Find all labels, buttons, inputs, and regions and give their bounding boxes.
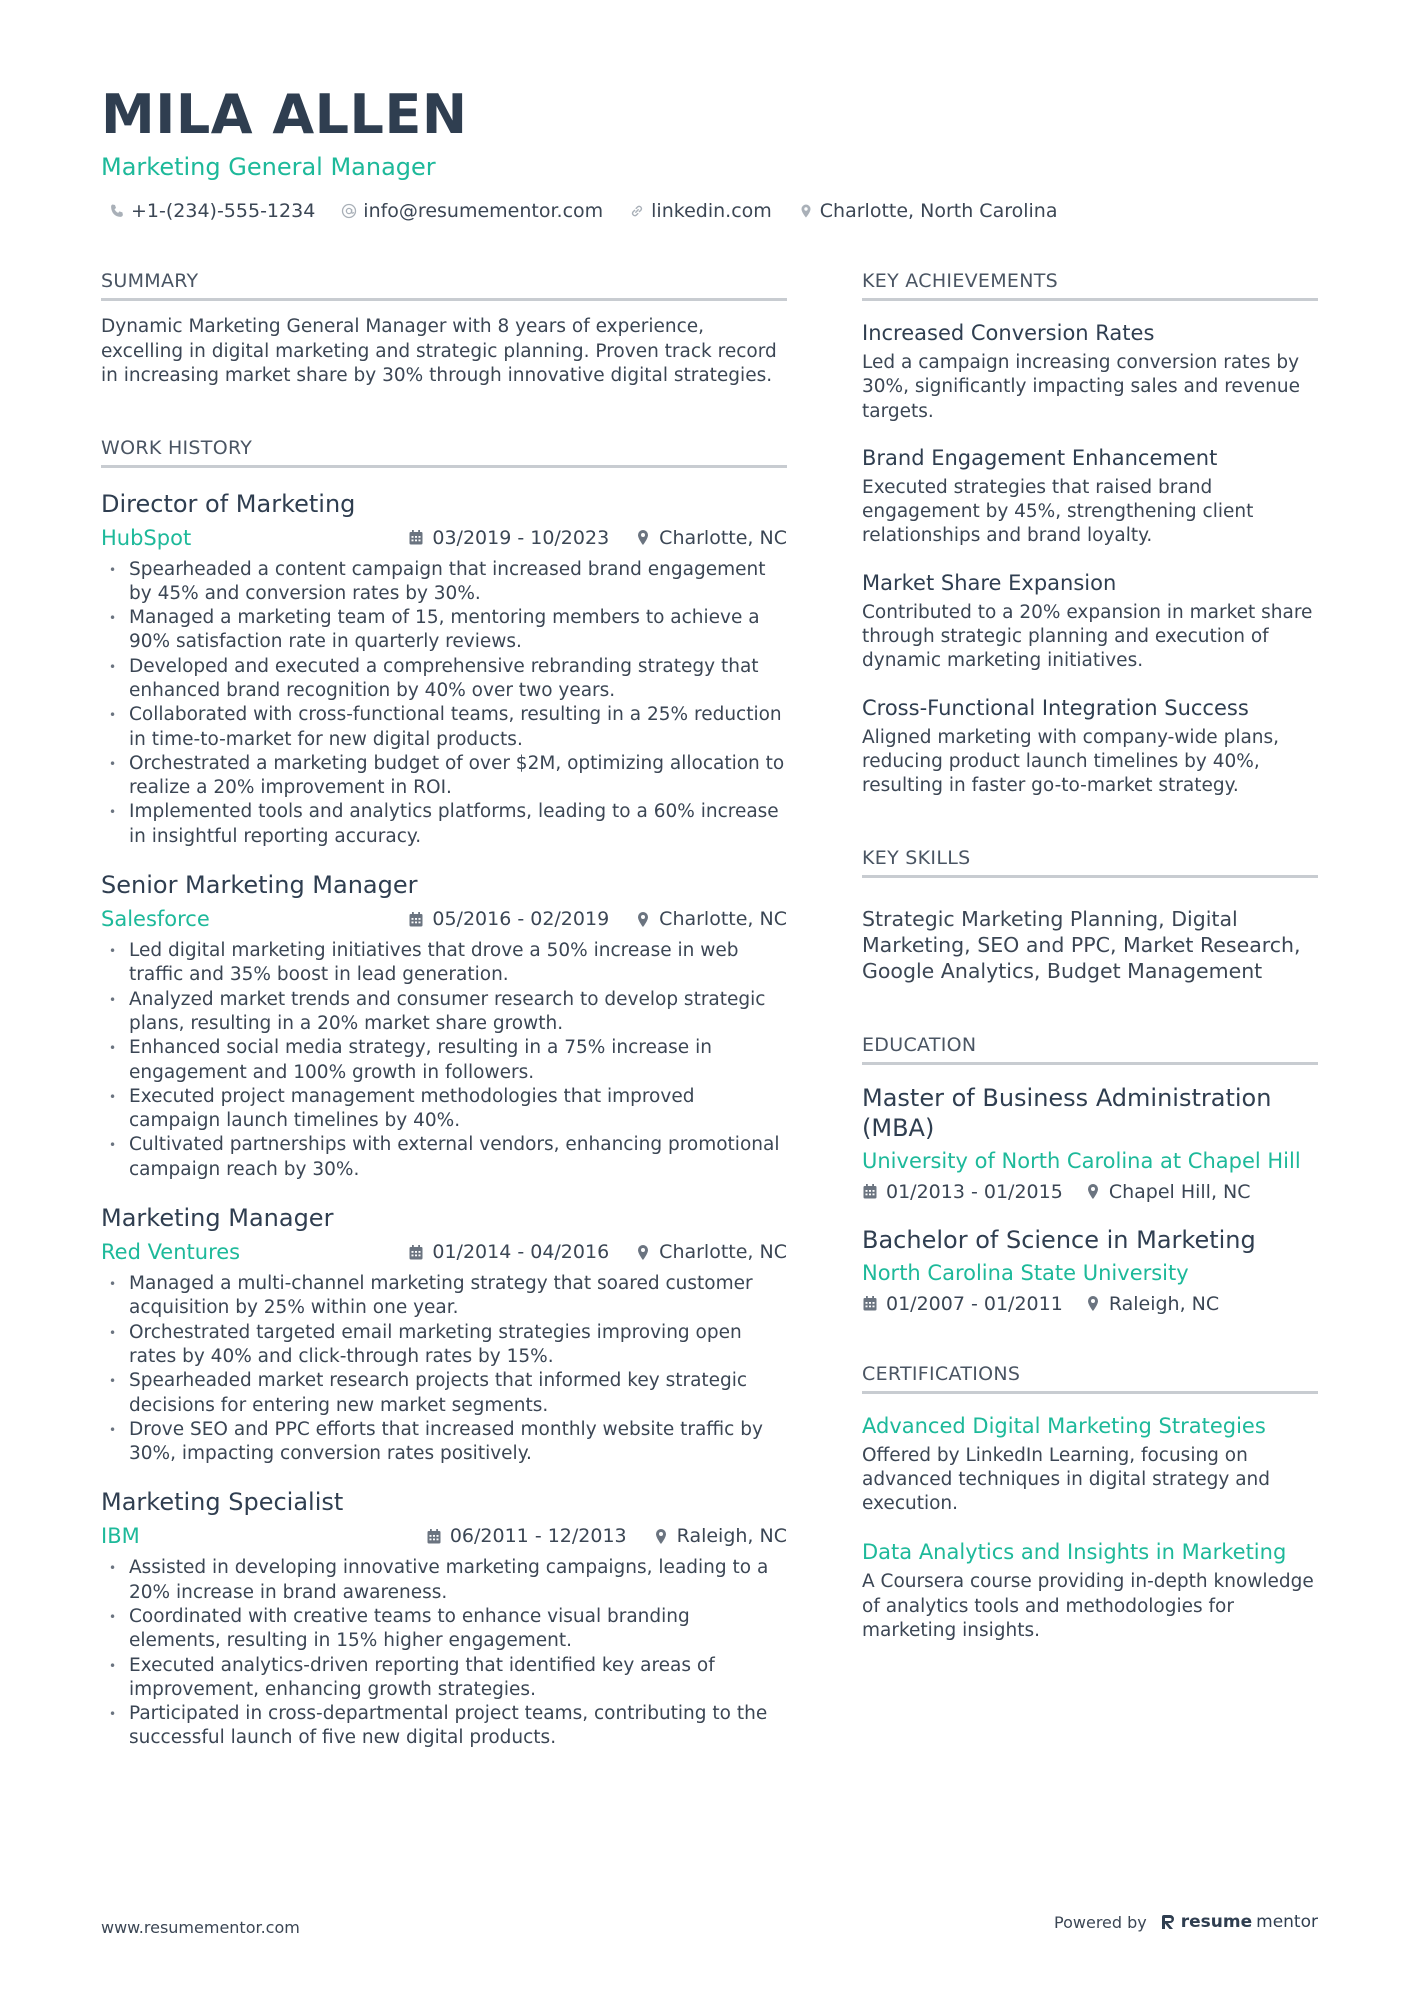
job-meta-right [408, 527, 787, 549]
job-bullets [101, 939, 787, 1182]
job-title: Senior Marketing Manager [101, 871, 418, 900]
list-item: • Coordinated with creative teams to enhance visual branding elements, resulting in 15% higher engagement. [101, 1605, 787, 1654]
summary-section [101, 268, 787, 389]
education-heading: EDUCATION [862, 1032, 1318, 1065]
list-item: • Led digital marketing initiatives that drove a 50% increase in web traffic and 35% boost in lead generation. [101, 939, 787, 988]
list-item: • Managed a marketing team of 15, mentoring members to achieve a 90% satisfaction rate in quarterly reviews. [101, 606, 787, 655]
contact-phone [109, 198, 315, 224]
calendar-icon [408, 911, 424, 928]
candidate-role: Marketing General Manager [101, 153, 436, 181]
achievement-title: Brand Engagement Enhancement [862, 445, 1218, 470]
achievement-title: Increased Conversion Rates [862, 321, 1155, 345]
map-pin-icon [635, 911, 651, 928]
map-pin-icon [653, 1528, 669, 1545]
achievement-item [862, 694, 1318, 799]
calendar-icon [408, 1244, 424, 1261]
certifications-section [862, 1361, 1318, 1644]
degree-title: Master of Business Administration (MBA) [862, 1083, 1272, 1142]
achievement-item [862, 569, 1318, 674]
achievement-text: Led a campaign increasing conversion rates by 30%, significantly impacting sales and revenue targets. [862, 352, 1300, 422]
contact-location [798, 198, 1058, 224]
education-location [1085, 1181, 1251, 1203]
skills-heading: KEY SKILLS [862, 845, 1318, 878]
list-item: • Cultivated partnerships with external vendors, enhancing promotional campaign reach by 30%. [101, 1133, 787, 1182]
work-history-heading: WORK HISTORY [101, 435, 787, 468]
contact-bar [101, 198, 1321, 224]
job-meta-right [408, 1241, 787, 1263]
company-name: Salesforce [101, 907, 210, 932]
list-item: • Enhanced social media strategy, resulting in a 75% increase in engagement and 100% growth in followers. [101, 1036, 787, 1085]
phone-text: +1-(234)-555-1234 [131, 200, 316, 222]
certification-title: Data Analytics and Insights in Marketing [862, 1540, 1287, 1565]
map-pin-icon [1085, 1295, 1101, 1312]
powered-by-label: Powered by [1054, 1912, 1147, 1932]
brand-light-text: mentor [1256, 1912, 1318, 1932]
certification-text: Offered by LinkedIn Learning, focusing on advanced techniques in digital strategy and execution. [862, 1444, 1271, 1515]
job-location [653, 1525, 787, 1547]
job-entry [101, 1202, 787, 1466]
education-location-text: Chapel Hill, NC [1108, 1180, 1251, 1203]
list-item: • Participated in cross-departmental project teams, contributing to the successful launch of five new digital products. [101, 1702, 787, 1751]
map-pin-icon [635, 529, 651, 546]
skills-text: Strategic Marketing Planning, Digital Marketing, SEO and PPC, Market Research, Google Analytics, Budget Management [862, 906, 1301, 983]
left-column [101, 268, 787, 1751]
achievement-text: Aligned marketing with company-wide plans, reducing product launch timelines by 40%, resulting in faster go-to-market strategy. [862, 726, 1280, 797]
education-dates [862, 1293, 1063, 1315]
education-location [1085, 1293, 1219, 1315]
certification-item [862, 1412, 1318, 1517]
job-location-text: Charlotte, NC [659, 908, 787, 931]
job-title: Marketing Specialist [101, 1488, 344, 1517]
summary-heading: SUMMARY [101, 268, 787, 301]
list-item: • Implemented tools and analytics platforms, leading to a 60% increase in insightful reporting accuracy. [101, 800, 787, 849]
map-pin-icon [1085, 1183, 1101, 1200]
list-item: • Spearheaded market research projects that informed key strategic decisions for entering new market segments. [101, 1369, 787, 1418]
right-column [862, 268, 1318, 1643]
education-dates-text: 01/2007 - 01/2011 [886, 1292, 1063, 1315]
calendar-icon [408, 529, 424, 546]
job-dates [408, 527, 609, 549]
job-title: Marketing Manager [101, 1204, 334, 1233]
achievement-title: Market Share Expansion [862, 570, 1117, 595]
job-location-text: Raleigh, NC [676, 1525, 787, 1548]
contact-email[interactable] [341, 198, 603, 224]
job-location-text: Charlotte, NC [659, 526, 787, 549]
job-location [635, 1241, 787, 1263]
list-item: • Drove SEO and PPC efforts that increased monthly website traffic by 30%, impacting conversion rates positively. [101, 1418, 787, 1467]
education-meta [862, 1293, 1318, 1315]
job-dates [408, 908, 609, 930]
job-entry [101, 1486, 787, 1750]
job-meta [101, 905, 787, 933]
education-location-text: Raleigh, NC [1108, 1292, 1220, 1315]
education-meta [862, 1181, 1318, 1203]
job-bullets [101, 1556, 787, 1750]
company-name: Red Ventures [101, 1240, 241, 1265]
job-dates-text: 05/2016 - 02/2019 [432, 908, 610, 931]
job-meta-right [426, 1525, 787, 1547]
education-item [862, 1225, 1318, 1315]
list-item: • Developed and executed a comprehensive rebranding strategy that enhanced brand recognition by 40% over two years. [101, 655, 787, 704]
job-meta [101, 1522, 787, 1550]
job-entry [101, 488, 787, 850]
skills-section [862, 845, 1318, 984]
achievement-title: Cross-Functional Integration Success [862, 695, 1249, 720]
job-location [635, 908, 787, 930]
achievement-text: Executed strategies that raised brand engagement by 45%, strengthening client relationships and brand loyalty. [862, 476, 1254, 547]
list-item: • Executed project management methodologies that improved campaign launch timelines by 40%. [101, 1085, 787, 1134]
education-dates [862, 1181, 1063, 1203]
list-item: • Spearheaded a content campaign that increased brand engagement by 45% and conversion rates by 30%. [101, 558, 787, 607]
job-location-text: Charlotte, NC [659, 1241, 787, 1264]
certification-text: A Coursera course providing in-depth knowledge of analytics tools and methodologies for marketing insights. [862, 1571, 1314, 1642]
location-text: Charlotte, North Carolina [819, 200, 1058, 222]
achievement-item [862, 319, 1318, 424]
contact-linkedin[interactable] [629, 198, 772, 224]
link-icon [629, 203, 645, 219]
list-item: • Collaborated with cross-functional teams, resulting in a 25% reduction in time-to-market for new digital products. [101, 703, 787, 752]
map-pin-icon [635, 1244, 651, 1261]
job-location [635, 527, 787, 549]
calendar-icon [862, 1295, 878, 1312]
school-name: University of North Carolina at Chapel Hill [862, 1148, 1301, 1173]
phone-icon [109, 203, 125, 219]
education-section [862, 1032, 1318, 1315]
job-meta-right [408, 908, 787, 930]
resume-header [101, 84, 1321, 224]
summary-text: Dynamic Marketing General Manager with 8 years of experience, excelling in digital marketing and strategic planning. Proven track record in increasing market share by 30% through innovative digital strategies. [101, 316, 777, 386]
job-meta [101, 1238, 787, 1266]
job-dates [408, 1241, 609, 1263]
map-pin-icon [798, 203, 814, 219]
degree-title: Bachelor of Science in Marketing [862, 1225, 1256, 1254]
calendar-icon [426, 1528, 442, 1545]
job-dates [426, 1525, 627, 1547]
list-item: • Executed analytics-driven reporting that identified key areas of improvement, enhancing growth strategies. [101, 1654, 787, 1703]
work-history-section [101, 435, 787, 1751]
job-dates-text: 01/2014 - 04/2016 [432, 1241, 610, 1264]
achievements-heading: KEY ACHIEVEMENTS [862, 268, 1318, 301]
list-item: • Analyzed market trends and consumer research to develop strategic plans, resulting in a 20% market share growth. [101, 988, 787, 1037]
brand-logo[interactable] [1161, 1912, 1318, 1932]
certification-item [862, 1538, 1318, 1643]
achievement-text: Contributed to a 20% expansion in market share through strategic planning and execution of dynamic marketing initiatives. [862, 601, 1313, 672]
achievement-item [862, 444, 1318, 549]
linkedin-text[interactable]: linkedin.com [651, 200, 772, 222]
job-entry [101, 869, 787, 1182]
job-dates-text: 03/2019 - 10/2023 [432, 526, 610, 549]
achievements-section [862, 268, 1318, 799]
list-item: • Assisted in developing innovative marketing campaigns, leading to a 20% increase in brand awareness. [101, 1556, 787, 1605]
job-dates-text: 06/2011 - 12/2013 [449, 1525, 627, 1548]
education-dates-text: 01/2013 - 01/2015 [886, 1180, 1063, 1203]
email-text[interactable]: info@resumementor.com [363, 200, 604, 222]
company-name: HubSpot [101, 525, 192, 550]
education-item [862, 1083, 1318, 1203]
list-item: • Orchestrated targeted email marketing strategies improving open rates by 40% and click-through rates by 15%. [101, 1321, 787, 1370]
list-item: • Orchestrated a marketing budget of over $2M, optimizing allocation to realize a 20% improvement in ROI. [101, 752, 787, 801]
certification-title: Advanced Digital Marketing Strategies [862, 1413, 1266, 1438]
job-meta [101, 524, 787, 552]
job-bullets [101, 558, 787, 850]
at-sign-icon [341, 203, 357, 219]
list-item: • Managed a multi-channel marketing strategy that soared customer acquisition by 25% within one year. [101, 1272, 787, 1321]
calendar-icon [862, 1183, 878, 1200]
job-bullets [101, 1272, 787, 1466]
candidate-name: MILA ALLEN [101, 83, 468, 146]
school-name: North Carolina State University [862, 1260, 1189, 1285]
footer-branding [1054, 1912, 1318, 1932]
company-name: IBM [101, 1524, 140, 1549]
job-title: Director of Marketing [101, 489, 356, 518]
footer-website[interactable]: www.resumementor.com [101, 1918, 300, 1937]
certifications-heading: CERTIFICATIONS [862, 1361, 1318, 1394]
brand-bold-text: resume [1180, 1912, 1253, 1932]
resumementor-logo-icon [1161, 1913, 1177, 1931]
